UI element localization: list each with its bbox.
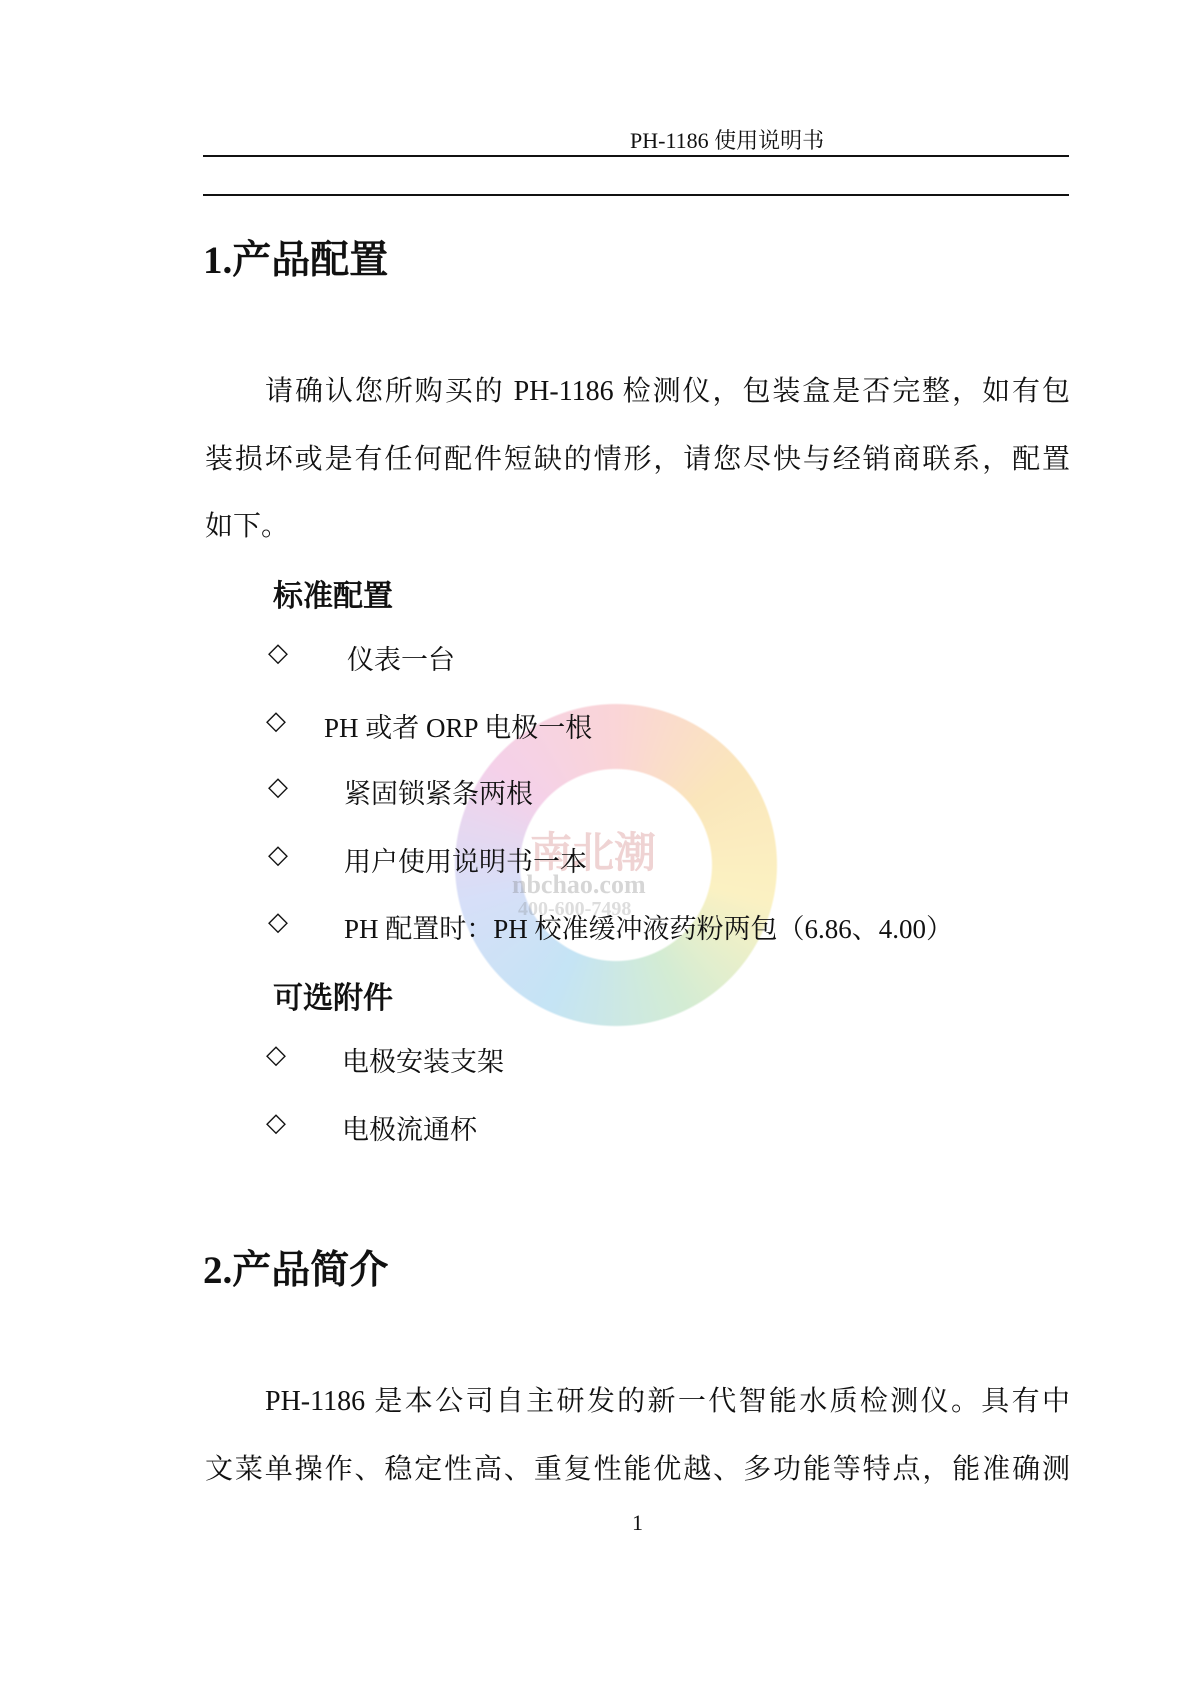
- diamond-bullet-icon: ◇: [268, 840, 288, 869]
- header-rule-bottom: [203, 194, 1069, 196]
- diamond-bullet-icon: ◇: [268, 772, 288, 801]
- optional-accessories-heading: 可选附件: [273, 982, 393, 1015]
- list-item: 仪表一台: [347, 645, 455, 675]
- watermark-phone: 400-600-7498: [518, 898, 632, 920]
- paragraph-line: 请确认您所购买的 PH-1186 检测仪，包装盒是否完整，如有包: [265, 376, 1070, 407]
- list-item: PH 配置时：PH 校准缓冲液药粉两包（6.86、4.00）: [344, 914, 954, 944]
- diamond-bullet-icon: ◇: [268, 907, 288, 936]
- page-number: 1: [632, 1510, 643, 1535]
- diamond-bullet-icon: ◇: [266, 706, 286, 735]
- list-item: 电极流通杯: [342, 1115, 477, 1145]
- list-item: 电极安装支架: [342, 1047, 504, 1077]
- watermark-brand: 南北潮: [530, 831, 657, 877]
- paragraph-line: 装损坏或是有任何配件短缺的情形，请您尽快与经销商联系，配置: [205, 444, 1070, 475]
- list-item: PH 或者 ORP 电极一根: [324, 713, 593, 743]
- header-rule-top: [203, 155, 1069, 157]
- standard-config-heading: 标准配置: [273, 580, 393, 613]
- paragraph-line: 文菜单操作、稳定性高、重复性能优越、多功能等特点，能准确测: [205, 1454, 1070, 1485]
- section-heading-1: 1.产品配置: [203, 239, 389, 282]
- running-header: PH-1186 使用说明书: [630, 128, 825, 153]
- diamond-bullet-icon: ◇: [266, 1040, 286, 1069]
- diamond-bullet-icon: ◇: [268, 638, 288, 667]
- diamond-bullet-icon: ◇: [266, 1108, 286, 1137]
- watermark-site: nbchao.com: [512, 870, 646, 899]
- paragraph-line: 如下。: [205, 511, 290, 542]
- paragraph-line: PH-1186 是本公司自主研发的新一代智能水质检测仪。具有中: [265, 1386, 1070, 1417]
- list-item: 紧固锁紧条两根: [344, 779, 533, 809]
- list-item: 用户使用说明书一本: [344, 847, 587, 877]
- section-heading-2: 2.产品简介: [203, 1249, 389, 1292]
